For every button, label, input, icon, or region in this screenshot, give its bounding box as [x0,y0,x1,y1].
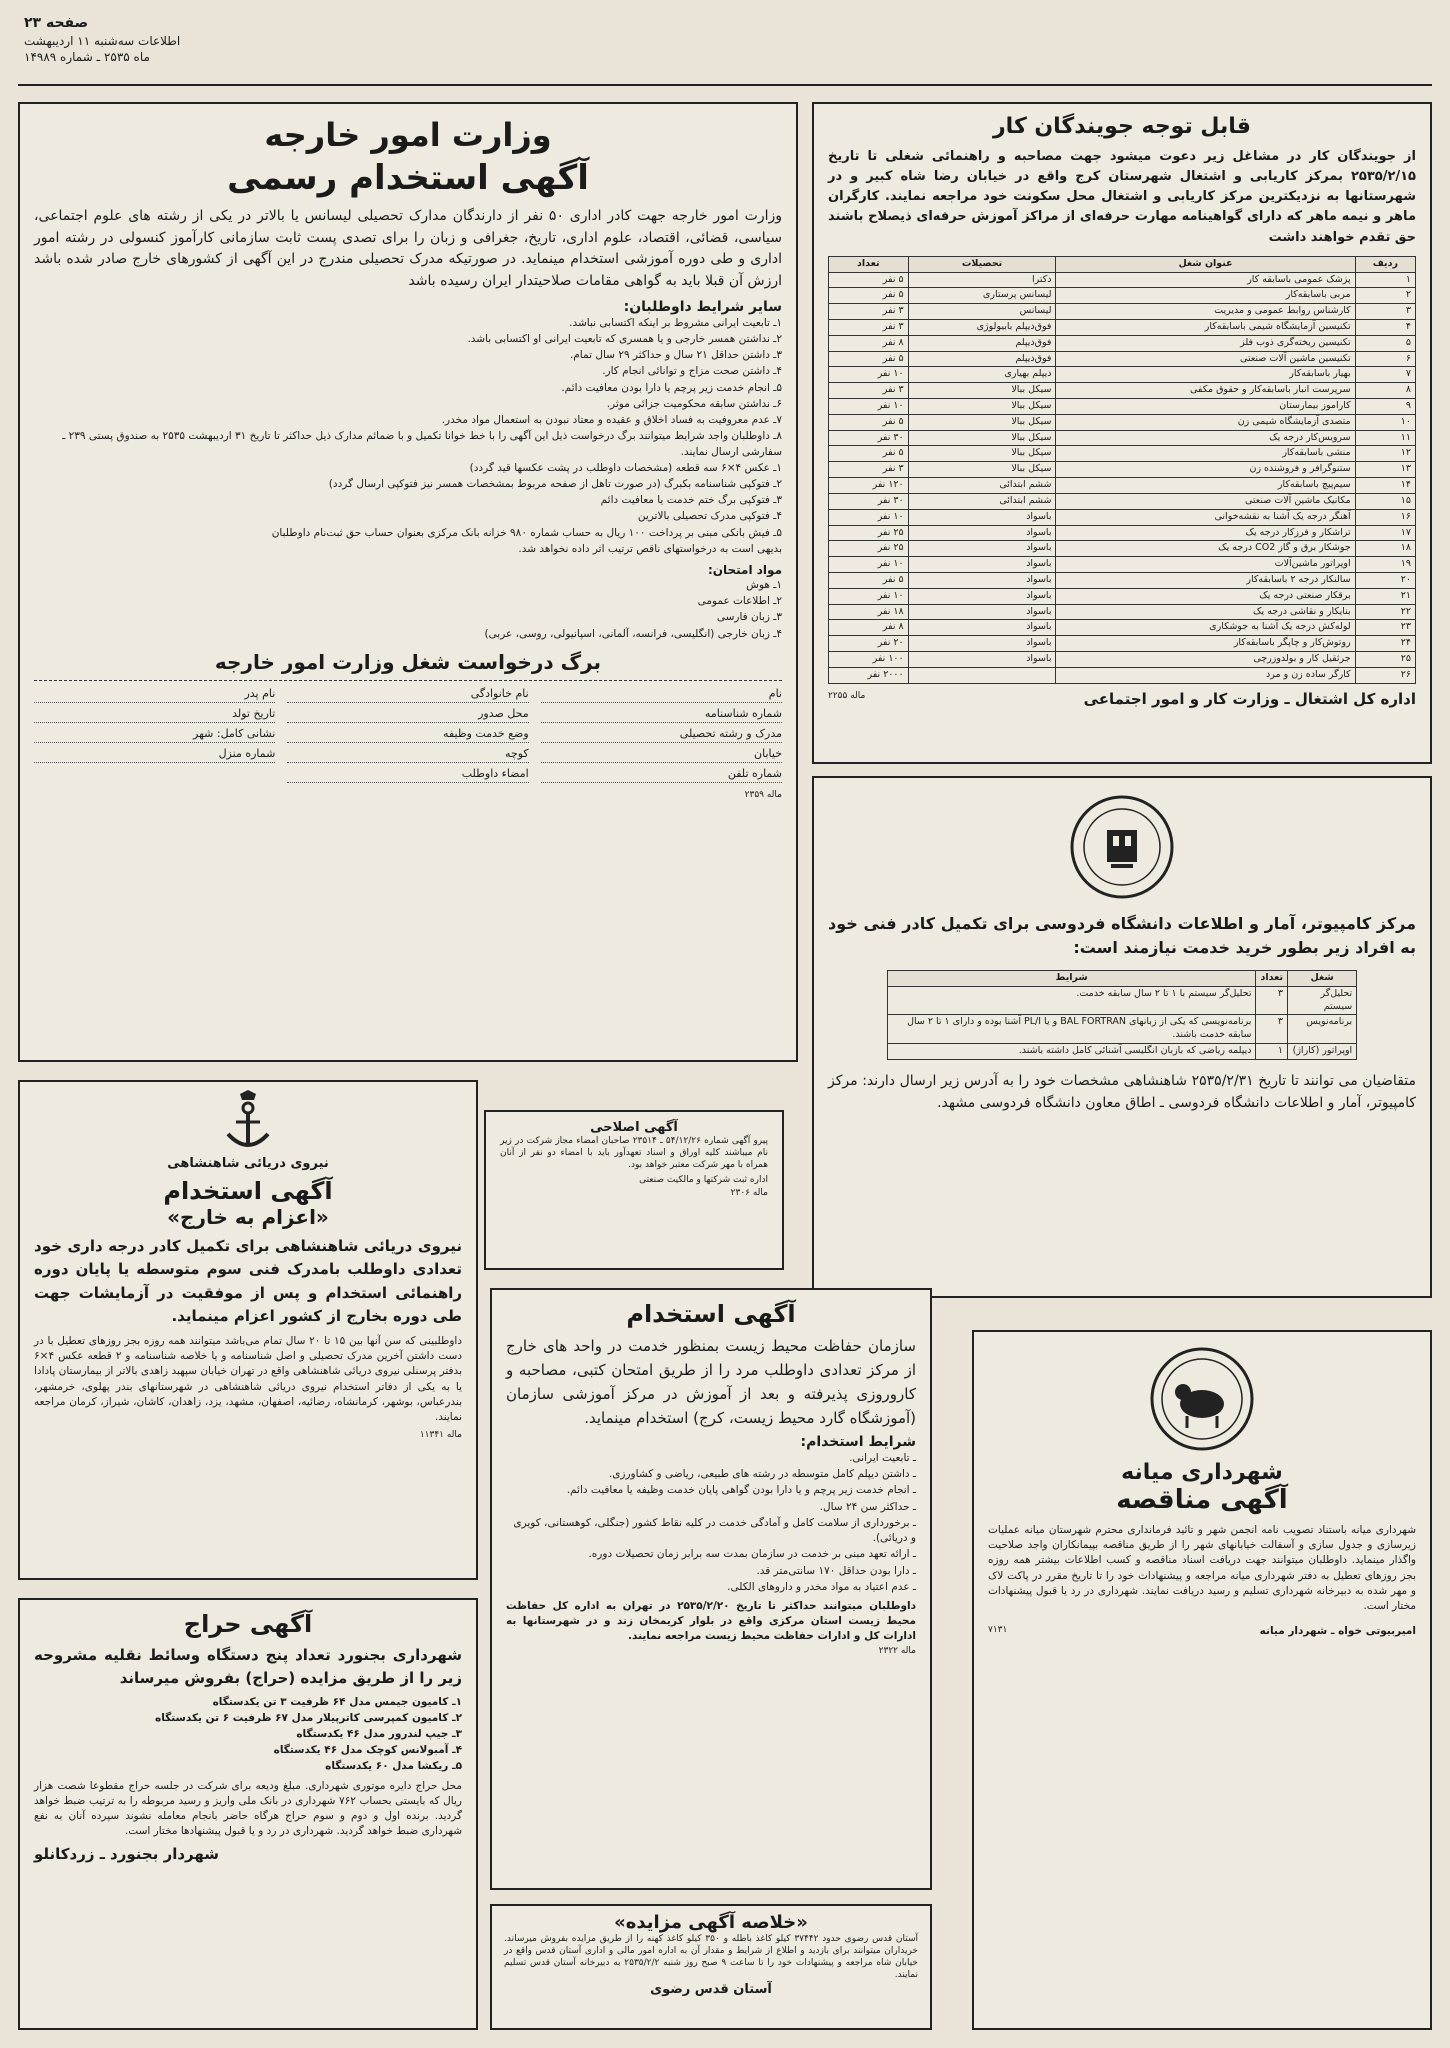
table-cell: آهنگر درجه یک آشنا به نقشه‌خوانی [1056,509,1355,525]
labor-ad-body: از جویندگان کار در مشاغل زیر دعوت میشود جهت مصاحبه و راهنمائی شغلی تا تاریخ ۲۵۳۵/۲/۱۵ بمرکز کاریابی و اشتغال شهرستان کرج واقع در خیابان رضا شاه کبیر و در شهرستانها به نزدیکترین مرکز کاریابی و اشتغال محل سکونت خود مراجعه نمایند. کارگران ماهر و نیمه ماهر که دارای گواهینامه مهارت حرفه‌ای از مراکز آموزش حرفه‌ای ذیصلاح باشند حق تقدم خواهند داشت [828,149,1416,245]
exam-subject-item: ۲ـ اطلاعات عمومی [697,595,782,608]
computer-center-ad [812,776,1432,1298]
navy-subtitle: «اعزام به خارج» [167,1205,329,1229]
table-row [829,541,1416,557]
table-cell: باسواد [908,636,1056,652]
table-cell: ۳ نفر [829,319,909,335]
correction-ad [484,1110,784,1270]
table-cell: ۴ [1355,319,1415,335]
table-cell: کارشناس روابط عمومی و مدیریت [1056,304,1355,320]
table-cell: اوپراتور (کاراژ) [1288,1044,1357,1060]
astan-quds-ad [490,1904,932,2030]
table-cell: ۳ [1256,986,1288,1015]
table-cell: ششم ابتدائی [908,478,1056,494]
environment-conditions-list [506,1451,916,1595]
table-cell: ۱۳ [1355,462,1415,478]
table-cell: ۱۰ نفر [829,509,909,525]
environment-conditions-title: شرایط استخدام: [800,1434,916,1450]
table-row [829,493,1416,509]
correction-code: ماله ۲۳۰۶ [730,1187,768,1198]
foreign-ministry-code: ماله ۲۳۵۹ [744,789,782,800]
table-cell: ۶ [1355,351,1415,367]
table-cell: بنایکار و نقاشی درجه یک [1056,604,1355,620]
table-row [829,430,1416,446]
table-cell: ۵ نفر [829,414,909,430]
table-row [829,620,1416,636]
table-cell: سیکل ببالا [908,446,1056,462]
table-cell: برنامه‌نویس [1288,1015,1357,1044]
form-field-label: نام [541,687,782,703]
form-field-label: خیابان [541,747,782,763]
condition-item: ۵ـ فیش بانکی مبنی بر پرداخت ۱۰۰ ریال به حساب شماره ۹۸۰ خزانه بانک مرکزی بعنوان حساب حق ثبت‌نام داوطلبان [271,526,782,539]
table-cell: ۱۰۰ نفر [829,652,909,668]
mianeh-signature: امیربیوتی خواه ـ شهردار میانه [1259,1625,1416,1638]
exam-subjects-list [34,578,782,642]
table-cell: سالنکار درجه ۲ باسابقه‌کار [1056,572,1355,588]
condition-item: ۳ـ داشتن حداقل ۲۱ سال و حداکثر ۲۹ سال تمام. [569,349,782,362]
table-cell: ۸ نفر [829,620,909,636]
condition-item: ۵ـ انجام خدمت زیر پرچم یا دارا بودن معافیت دائم. [561,381,782,394]
table-row [829,525,1416,541]
page-header [24,14,180,65]
mianeh-body: شهرداری میانه باستناد تصویب نامه انجمن شهر و تائید فرمانداری محترم شهرستان میانه عملیات زیرسازی و جدول سازی و آسفالت خیابانهای شهر را از طریق مناقصه بپیمانکاران واجد صلاحیت واگذار مینماید. داوطلبان میتوانند جهت دریافت اسناد مناقصه و کسب اطلاعات بیشتر همه روزه بجز روزهای تعطیل به دفتر شهرداری میانه مراجعه و پیشنهادات خود را تا تاریخ مقرر در پاکت لاک و مهر شده به دبیرخانه شهرداری تسلیم و رسید دریافت نمایند. شهرداری در رد یا قبول پیشنهادات مختار است. [988,1524,1416,1613]
table-cell: ۱ [1256,1044,1288,1060]
mianeh-subtitle: آگهی مناقصه [1116,1485,1288,1515]
page-number: صفحه ۲۳ [24,15,89,31]
condition-item: ۶ـ نداشتن سابقه محکومیت جزائی موثر. [606,397,782,410]
table-cell: ۵ [1355,335,1415,351]
condition-item: ـ برخورداری از سلامت کامل و آمادگی خدمت در کلیه نقاط کشور (جنگلی، کوهستانی، کویری و دریائی). [513,1516,916,1545]
table-row [829,604,1416,620]
auction-body: محل حراج دایره موتوری شهرداری. مبلغ ودیعه برای شرکت در جلسه حراج مقطوعا شصت هزار ریال که بایستی بحساب ۷۶۲ شهرداری در بانک ملی واریز و رسید مربوطه را به ترتیب ضبط خواهد گردید. برنده اول و دوم و سوم حراج هرگاه حاضر بانجام معامله نشوند سپرده آنان به نفع شهرداری ضبط خواهد گردید. شهرداری در رد و یا قبول پیشنهادها مختار است. [34,1779,462,1838]
cc-table-header: شرایط [887,971,1256,987]
table-cell: ۸ [1355,383,1415,399]
table-cell: ۵ نفر [829,572,909,588]
foreign-ministry-title: وزارت امور خارجه [264,116,552,154]
form-field-label: وضع خدمت وظیفه [287,727,528,743]
table-row [829,446,1416,462]
condition-item: ـ عدم اعتیاد به مواد مخدر و داروهای الکلی. [727,1580,916,1593]
table-cell: ۳۰ نفر [829,493,909,509]
exam-subject-item: ۴ـ زبان خارجی (انگلیسی، فرانسه، آلمانی، اسپانیولی، روسی، عربی) [484,627,782,640]
form-field-label: نام پدر [34,687,275,703]
correction-title: آگهی اصلاحی [590,1120,678,1135]
condition-item: ـ دارا بودن حداقل ۱۷۰ سانتی‌متر قد. [756,1564,916,1577]
condition-item: ۱ـ عکس ۴×۶ سه قطعه (مشخصات داوطلب در پشت عکسها قید گردد) [469,461,782,474]
mianeh-code: ۷۱۳۱ [988,1625,1008,1636]
table-cell: ۱۰ نفر [829,399,909,415]
table-cell: ۲۳ [1355,620,1415,636]
table-cell: باسواد [908,572,1056,588]
labor-ad-table [828,256,1416,684]
condition-item: ۲ـ فتوکپی شناسنامه بکبرگ (در صورت تاهل از صفحه مربوط بمشخصات همسر نیز فتوکپی ارسال گردد) [328,477,782,490]
anchor-crown-icon [218,1090,278,1156]
auction-item: ۴ـ آمبولانس کوچک مدل ۴۶ یکدستگاه [273,1744,462,1757]
table-cell: ستنوگرافر و فروشنده زن [1056,462,1355,478]
table-cell: ۱۱ [1355,430,1415,446]
table-cell: تکنیسین ریخته‌گری ذوب فلز [1056,335,1355,351]
table-cell: ۲۱ [1355,588,1415,604]
table-cell: ۱۸ نفر [829,604,909,620]
auction-item: ۱ـ کامیون جیمس مدل ۶۴ ظرفیت ۳ تن یکدستگاه [212,1695,462,1708]
condition-item: ۲ـ نداشتن همسر خارجی و یا همسری که تابعیت ایرانی او اکتسابی باشد. [467,332,782,345]
table-cell: فوق‌دیپلم بابیولوژی [908,319,1056,335]
table-cell: ۱۰ نفر [829,367,909,383]
table-cell: سیکل ببالا [908,430,1056,446]
table-row [829,351,1416,367]
table-cell: برنامه‌نویسی که یکی از زبانهای BAL FORTRAN و یا PL/I آشنا بوده و دارای ۱ تا ۲ سال سابقه خدمت باشند. [887,1015,1256,1044]
auction-item: ۳ـ جیپ لندرور مدل ۴۶ یکدستگاه [296,1727,462,1740]
condition-item: ۷ـ عدم معروفیت به فساد اخلاق و عقیده و معتاد نبودن به استعمال مواد مخدر. [441,414,782,427]
table-cell: کارگر ساده زن و مرد [1056,667,1355,683]
table-cell: کاراموز بیمارستان [1056,399,1355,415]
university-emblem [828,792,1416,902]
table-cell: لیسانس [908,304,1056,320]
auction-items-list [34,1695,462,1775]
table-row [829,667,1416,683]
condition-item: ـ انجام خدمت زیر پرچم و یا دارا بودن گواهی پایان خدمت وظیفه یا معافیت دائم. [566,1484,916,1497]
issue-number: ماه ۲۵۳۵ ـ شماره ۱۴۹۸۹ [24,50,150,65]
table-cell: ۲۵ نفر [829,525,909,541]
condition-item: ـ ارائه تعهد مبنی بر خدمت در سازمان بمدت سه برابر زمان تحصیلات دوره. [588,1548,916,1561]
table-cell: سیکل ببالا [908,383,1056,399]
foreign-ministry-ad [18,102,798,1062]
astan-quds-title: «خلاصه آگهی مزایده» [614,1912,808,1933]
application-form [34,687,782,783]
table-cell: جرثقیل کار و بولدوزرچی [1056,652,1355,668]
table-cell: ۲۵ نفر [829,541,909,557]
table-row [829,319,1416,335]
astan-quds-body: آستان قدس رضوی حدود ۳۷۴۴۲ کیلو کاغذ باطله و ۳۵۰ کیلو کاغذ کهنه را از طریق مزایده بفروش میرساند. خریداران میتوانند برای بازدید و اطلاع از شرایط و مقدار آن به اداره امور مالی و اداری آستان قدس واقع در خیابان شاه مراجعه و پیشنهادات خود را تا ساعت ۹ صبح روز شنبه ۲۵۳۵/۲/۲ به دبیرخانه آستان قدس تسلیم نمایند. [504,1934,919,1981]
form-field-label: شماره منزل [34,747,275,763]
table-cell: برقکار صنعتی درجه یک [1056,588,1355,604]
condition-item: ۸ـ داوطلبان واجد شرایط میتوانند برگ درخواست ذیل این آگهی را با خط خوانا تکمیل و با ضمائم مدارک ذیل حداکثر تا تاریخ ۳۱ اردیبهشت ۲۵۳۵ به صندوق پستی ۲۳۹ ـ سفارشی ارسال نمایند. [62,430,782,458]
navy-lead: نیروی دریائی شاهنشاهی برای تکمیل کادر درجه داری خود تعدادی داوطلب بامدرک فنی سوم متوسطه یا پایان دوره راهنمائی استخدام و پس از موفقیت در آزمایشات جهت طی دوره بخارج از کشور اعزام مینماید. [34,1237,462,1325]
labor-ad [812,102,1432,764]
table-cell: ۹ [1355,399,1415,415]
conditions-list [34,316,782,557]
table-cell: ششم ابتدائی [908,493,1056,509]
table-cell: ۱۲۰ نفر [829,478,909,494]
table-cell: ۱۴ [1355,478,1415,494]
table-cell: باسواد [908,588,1056,604]
table-cell: باسواد [908,525,1056,541]
mianeh-title: شهرداری میانه [1121,1460,1283,1485]
table-row [829,652,1416,668]
table-cell: ۱۲ [1355,446,1415,462]
table-row [829,557,1416,573]
condition-item: ۳ـ فتوکپی برگ ختم خدمت یا معافیت دائم [600,494,782,507]
table-cell: فوق‌دیپلم [908,335,1056,351]
table-row [829,367,1416,383]
table-cell: سیکل ببالا [908,399,1056,415]
auction-lead: شهرداری بجنورد تعداد پنج دستگاه وسائط نقلیه مشروحه زیر را از طریق مزایده (حراج) بفروش میرساند [34,1646,462,1688]
table-cell: ۱۰ نفر [829,557,909,573]
table-row [829,509,1416,525]
table-cell: باسواد [908,652,1056,668]
computer-center-body: مرکز کامپیوتر، آمار و اطلاعات دانشگاه فردوسی برای تکمیل کادر فنی خود به افراد زیر بطور خرید خدمت نیازمند است: [828,914,1416,957]
table-cell: پزشک عمومی باسابقه کار [1056,272,1355,288]
municipality-seal-icon [1147,1344,1257,1454]
form-field-label: محل صدور [287,707,528,723]
environment-ad [490,1288,932,1890]
navy-code: ماله ۱۱۳۴۱ [419,1430,462,1441]
table-row [829,414,1416,430]
table-row [887,1015,1356,1044]
table-cell: باسواد [908,557,1056,573]
condition-item: ۴ـ داشتن صحت مزاج و توانائی انجام کار. [602,365,782,378]
table-cell: تراشکار و فرزکار درجه یک [1056,525,1355,541]
table-cell: لیسانس پرستاری [908,288,1056,304]
exam-subject-item: ۱ـ هوش [746,579,782,592]
condition-item: ۱ـ تابعیت ایرانی مشروط بر اینکه اکتسابی نباشد. [569,316,782,329]
table-cell: مکانیک ماشین آلات صنعتی [1056,493,1355,509]
foreign-ministry-body: وزارت امور خارجه جهت کادر اداری ۵۰ نفر از دارندگان مدارک تحصیلی لیسانس یا بالاتر در یکی از رشته های علوم اجتماعی، سیاسی، قضائی، اقتصاد، علوم اداری، تاریخ، جغرافی و زبان را برای تصدی پست ثابت سازمانی کارآموز کنسولی در رشته امور اداری و طی دوره آموزشی استخدام مینماید. در صورتیکه مدرک تحصیلی مندرج در این آگهی از کشورهای خارج صادر شده باشد ارزش آن قبلا باید به گواهی مقامات صلاحیتدار ایران رسیده باشد [34,208,782,290]
table-cell: باسواد [908,604,1056,620]
table-cell: لوله‌کش درجه یک آشنا به جوشکاری [1056,620,1355,636]
navy-ad [18,1080,478,1580]
auction-item: ۲ـ کامیون کمپرسی کاترپیلار مدل ۶۷ ظرفیت ۶ تن یکدستگاه [155,1711,462,1724]
table-cell: ۱۷ [1355,525,1415,541]
table-row [829,462,1416,478]
table-cell: مربی باسابقه‌کار [1056,288,1355,304]
labor-ad-code: ماله ۲۲۵۵ [828,690,866,701]
environment-body: سازمان حفاظت محیط زیست بمنظور خدمت در واحد های خارج از مرکز تعدادی داوطلب مرد را از طریق امتحان کتبی، مصاحبه و کاروروزی پذیرفته و بعد از آموزش در مرکز آموزشی سازمان (آموزشگاه گارد محیط زیست، کرج) استخدام مینماید. [506,1337,916,1427]
table-cell: ۲۵ [1355,652,1415,668]
table-cell: جوشکار برق و گاز CO2 درجه یک [1056,541,1355,557]
labor-ad-title: قابل توجه جویندگان کار [993,114,1251,139]
table-cell: فوق‌دیپلم [908,351,1056,367]
form-field-label: شماره تلفن [541,767,782,783]
header-rule [18,84,1432,86]
form-field-label: شماره شناسنامه [541,707,782,723]
table-cell: ۳ نفر [829,383,909,399]
table-cell: منشی باسابقه‌کار [1056,446,1355,462]
table-row [829,304,1416,320]
table-cell: تحلیل‌گر سیستم با ۱ تا ۲ سال سابقه خدمت. [887,986,1256,1015]
table-cell: اوپراتور ماشین‌آلات [1056,557,1355,573]
table-cell: روتوش‌کار و چاپگر باسابقه‌کار [1056,636,1355,652]
labor-table-header: عنوان شغل [1056,256,1355,272]
table-cell: ۷ [1355,367,1415,383]
conditions-title: سایر شرایط داوطلبان: [623,298,782,315]
condition-item: ـ داشتن دیپلم کامل متوسطه در رشته های طبیعی، ریاضی و کشاورزی. [608,1468,916,1481]
table-cell: ۳ نفر [829,304,909,320]
table-row [829,572,1416,588]
condition-item: ـ تابعیت ایرانی. [849,1452,916,1464]
navy-title: آگهی استخدام [163,1177,333,1205]
table-cell: متصدی آزمایشگاه شیمی زن [1056,414,1355,430]
table-cell: ۲۰۰۰ نفر [829,667,909,683]
correction-body: پیرو آگهی شماره ۵۴/۱۲/۲۶ ـ ۲۳۵۱۴ صاحبان امضاء مجاز شرکت در زیر نام میباشند کلیه اوراق و اسناد تعهدآور باید با امضاء دو نفر از آنان همراه با مهر شرکت معتبر خواهد بود. [500,1136,768,1171]
application-form-title: برگ درخواست شغل وزارت امور خارجه [214,649,602,674]
table-cell: ۸ نفر [829,335,909,351]
table-cell: دیپلمه ریاضی که بازبان انگلیسی آشنائی کامل داشته باشند. [887,1044,1256,1060]
table-row [829,399,1416,415]
table-cell: ۱۰ نفر [829,588,909,604]
labor-table-header: تعداد [829,256,909,272]
form-field-label: نشانی کامل: شهر [34,727,275,743]
environment-footer: داوطلبان میتوانند حداکثر تا تاریخ ۲۵۳۵/۲/۲۰ در تهران به اداره کل حفاظت محیط زیست استان مرکزی واقع در بلوار کریمخان زند و در شهرستانها به ادارات کل و ادارات حفاظت محیط زیست مراجعه نمایند. [506,1599,916,1643]
table-cell: ۲ [1355,288,1415,304]
mianeh-ad [972,1330,1432,2030]
correction-signature: اداره ثبت شرکتها و مالکیت صنعتی [639,1175,768,1186]
environment-title: آگهی استخدام [626,1300,796,1328]
university-seal-icon [1067,792,1177,902]
table-cell: دیپلم بهیاری [908,367,1056,383]
form-field-label: امضاء داوطلب [287,767,528,783]
table-cell: باسواد [908,620,1056,636]
exam-subjects-title: مواد امتحان: [707,563,782,578]
navy-emblem [34,1090,462,1156]
table-cell: سرویس‌کار درجه یک [1056,430,1355,446]
computer-center-table [887,970,1357,1060]
table-cell: سیکل ببالا [908,462,1056,478]
table-cell: ۱۸ [1355,541,1415,557]
form-field-label: نام خانوادگی [287,687,528,703]
table-row [829,636,1416,652]
table-cell: ۵ نفر [829,351,909,367]
table-row [829,272,1416,288]
environment-code: ماله ۲۳۲۲ [878,1645,916,1656]
auction-signature: شهردار بجنورد ـ زردکانلو [34,1845,220,1864]
table-cell: ۵ نفر [829,288,909,304]
astan-quds-signature: آستان قدس رضوی [650,1981,772,1997]
mianeh-emblem [988,1344,1416,1454]
table-row [829,288,1416,304]
table-cell: ۱ [1355,272,1415,288]
table-cell: ۲۰ [1355,572,1415,588]
auction-title: آگهی حراج [183,1610,313,1638]
auction-item: ۵ـ ریکشا مدل ۶۰ یکدستگاه [325,1760,462,1773]
table-cell: سیم‌پیچ باسابقه‌کار [1056,478,1355,494]
labor-table-header: تحصیلات [908,256,1056,272]
table-cell: ۲۰ نفر [829,636,909,652]
table-cell: ۵ نفر [829,446,909,462]
auction-ad [18,1598,478,2030]
table-cell: ۱۰ [1355,414,1415,430]
condition-item: ـ حداکثر سن ۲۴ سال. [819,1500,916,1513]
table-cell: تکنیسین ماشین آلات صنعتی [1056,351,1355,367]
table-row [829,478,1416,494]
table-cell: ۵ نفر [829,272,909,288]
table-cell: سیکل ببالا [908,414,1056,430]
table-cell: تکنیسین آزمایشگاه شیمی باسابقه‌کار [1056,319,1355,335]
condition-item: بدیهی است به درخواستهای ناقص ترتیب اثر داده نخواهد شد. [518,542,782,555]
exam-subject-item: ۳ـ زبان فارسی [716,611,782,624]
table-cell: دکترا [908,272,1056,288]
navy-emblem-text: نیروی دریائی شاهنشاهی [167,1156,329,1171]
table-cell [908,667,1056,683]
table-cell: ۱۵ [1355,493,1415,509]
table-cell: ۳ [1355,304,1415,320]
table-row [887,1044,1356,1060]
paper-date: اطلاعات سه‌شنبه ۱۱ اردیبهشت [24,33,181,48]
labor-ad-footer: اداره کل اشتغال ـ وزارت کار و امور اجتماعی [1083,689,1416,708]
form-field-label: تاریخ تولد [34,707,275,723]
table-cell: سرپرست انبار باسابقه‌کار و حقوق مکفی [1056,383,1355,399]
computer-center-footer: متقاضیان می توانند تا تاریخ ۲۵۳۵/۲/۳۱ شاهنشاهی مشخصات خود را به آدرس زیر ارسال دارند: مرکز کامپیوتر، آمار و اطلاعات دانشگاه فردوسی ـ اطاق معاون دانشگاه فردوسی مشهد. [828,1072,1416,1112]
table-cell: ۱۶ [1355,509,1415,525]
cc-table-header: تعداد [1256,971,1288,987]
table-cell: ۳۰ نفر [829,430,909,446]
table-cell: ۱۹ [1355,557,1415,573]
table-row [829,335,1416,351]
labor-table-header: ردیف [1355,256,1415,272]
table-cell: تحلیل‌گر سیستم [1288,986,1357,1015]
navy-body: داوطلبینی که سن آنها بین ۱۵ تا ۲۰ سال تمام می‌باشد میتوانند همه روزه بجز روزهای تعطیل با در دست داشتن آخرین مدرک تحصیلی و اصل شناسنامه و یا خلاصه شناسنامه و ۲ قطعه عکس ۴×۶ بدفتر پرسنلی نیروی دریائی شاهنشاهی واقع در تهران خیابان سپهبد زاهدی بالاتر از بیمارستان پادادا یا به یکی از دفاتر استخدام نیروی دریائی شاهنشاهی در شهرستانهای بندر پهلوی، خرمشهر، بندرعباس، بوشهر، کرمانشاه، رضائیه، اصفهان، مشهد، یزد، زاهدان، کاشان، شیراز، کرمان مراجعه نمایند. [34,1335,462,1424]
table-row [829,588,1416,604]
foreign-ministry-subtitle: آگهی استخدام رسمی [227,158,589,198]
table-cell: بهیار باسابقه‌کار [1056,367,1355,383]
table-cell: ۲۶ [1355,667,1415,683]
table-row [887,986,1356,1015]
cc-table-header: شغل [1288,971,1357,987]
table-cell: باسواد [908,509,1056,525]
form-field-label: کوچه [287,747,528,763]
table-cell: ۳ [1256,1015,1288,1044]
table-row [829,383,1416,399]
table-cell: ۲۲ [1355,604,1415,620]
form-field-label: مدرک و رشته تحصیلی [541,727,782,743]
table-cell: باسواد [908,541,1056,557]
condition-item: ۴ـ فتوکپی مدرک تحصیلی بالاترین [637,510,782,523]
table-cell: ۳ نفر [829,462,909,478]
table-cell: ۲۴ [1355,636,1415,652]
